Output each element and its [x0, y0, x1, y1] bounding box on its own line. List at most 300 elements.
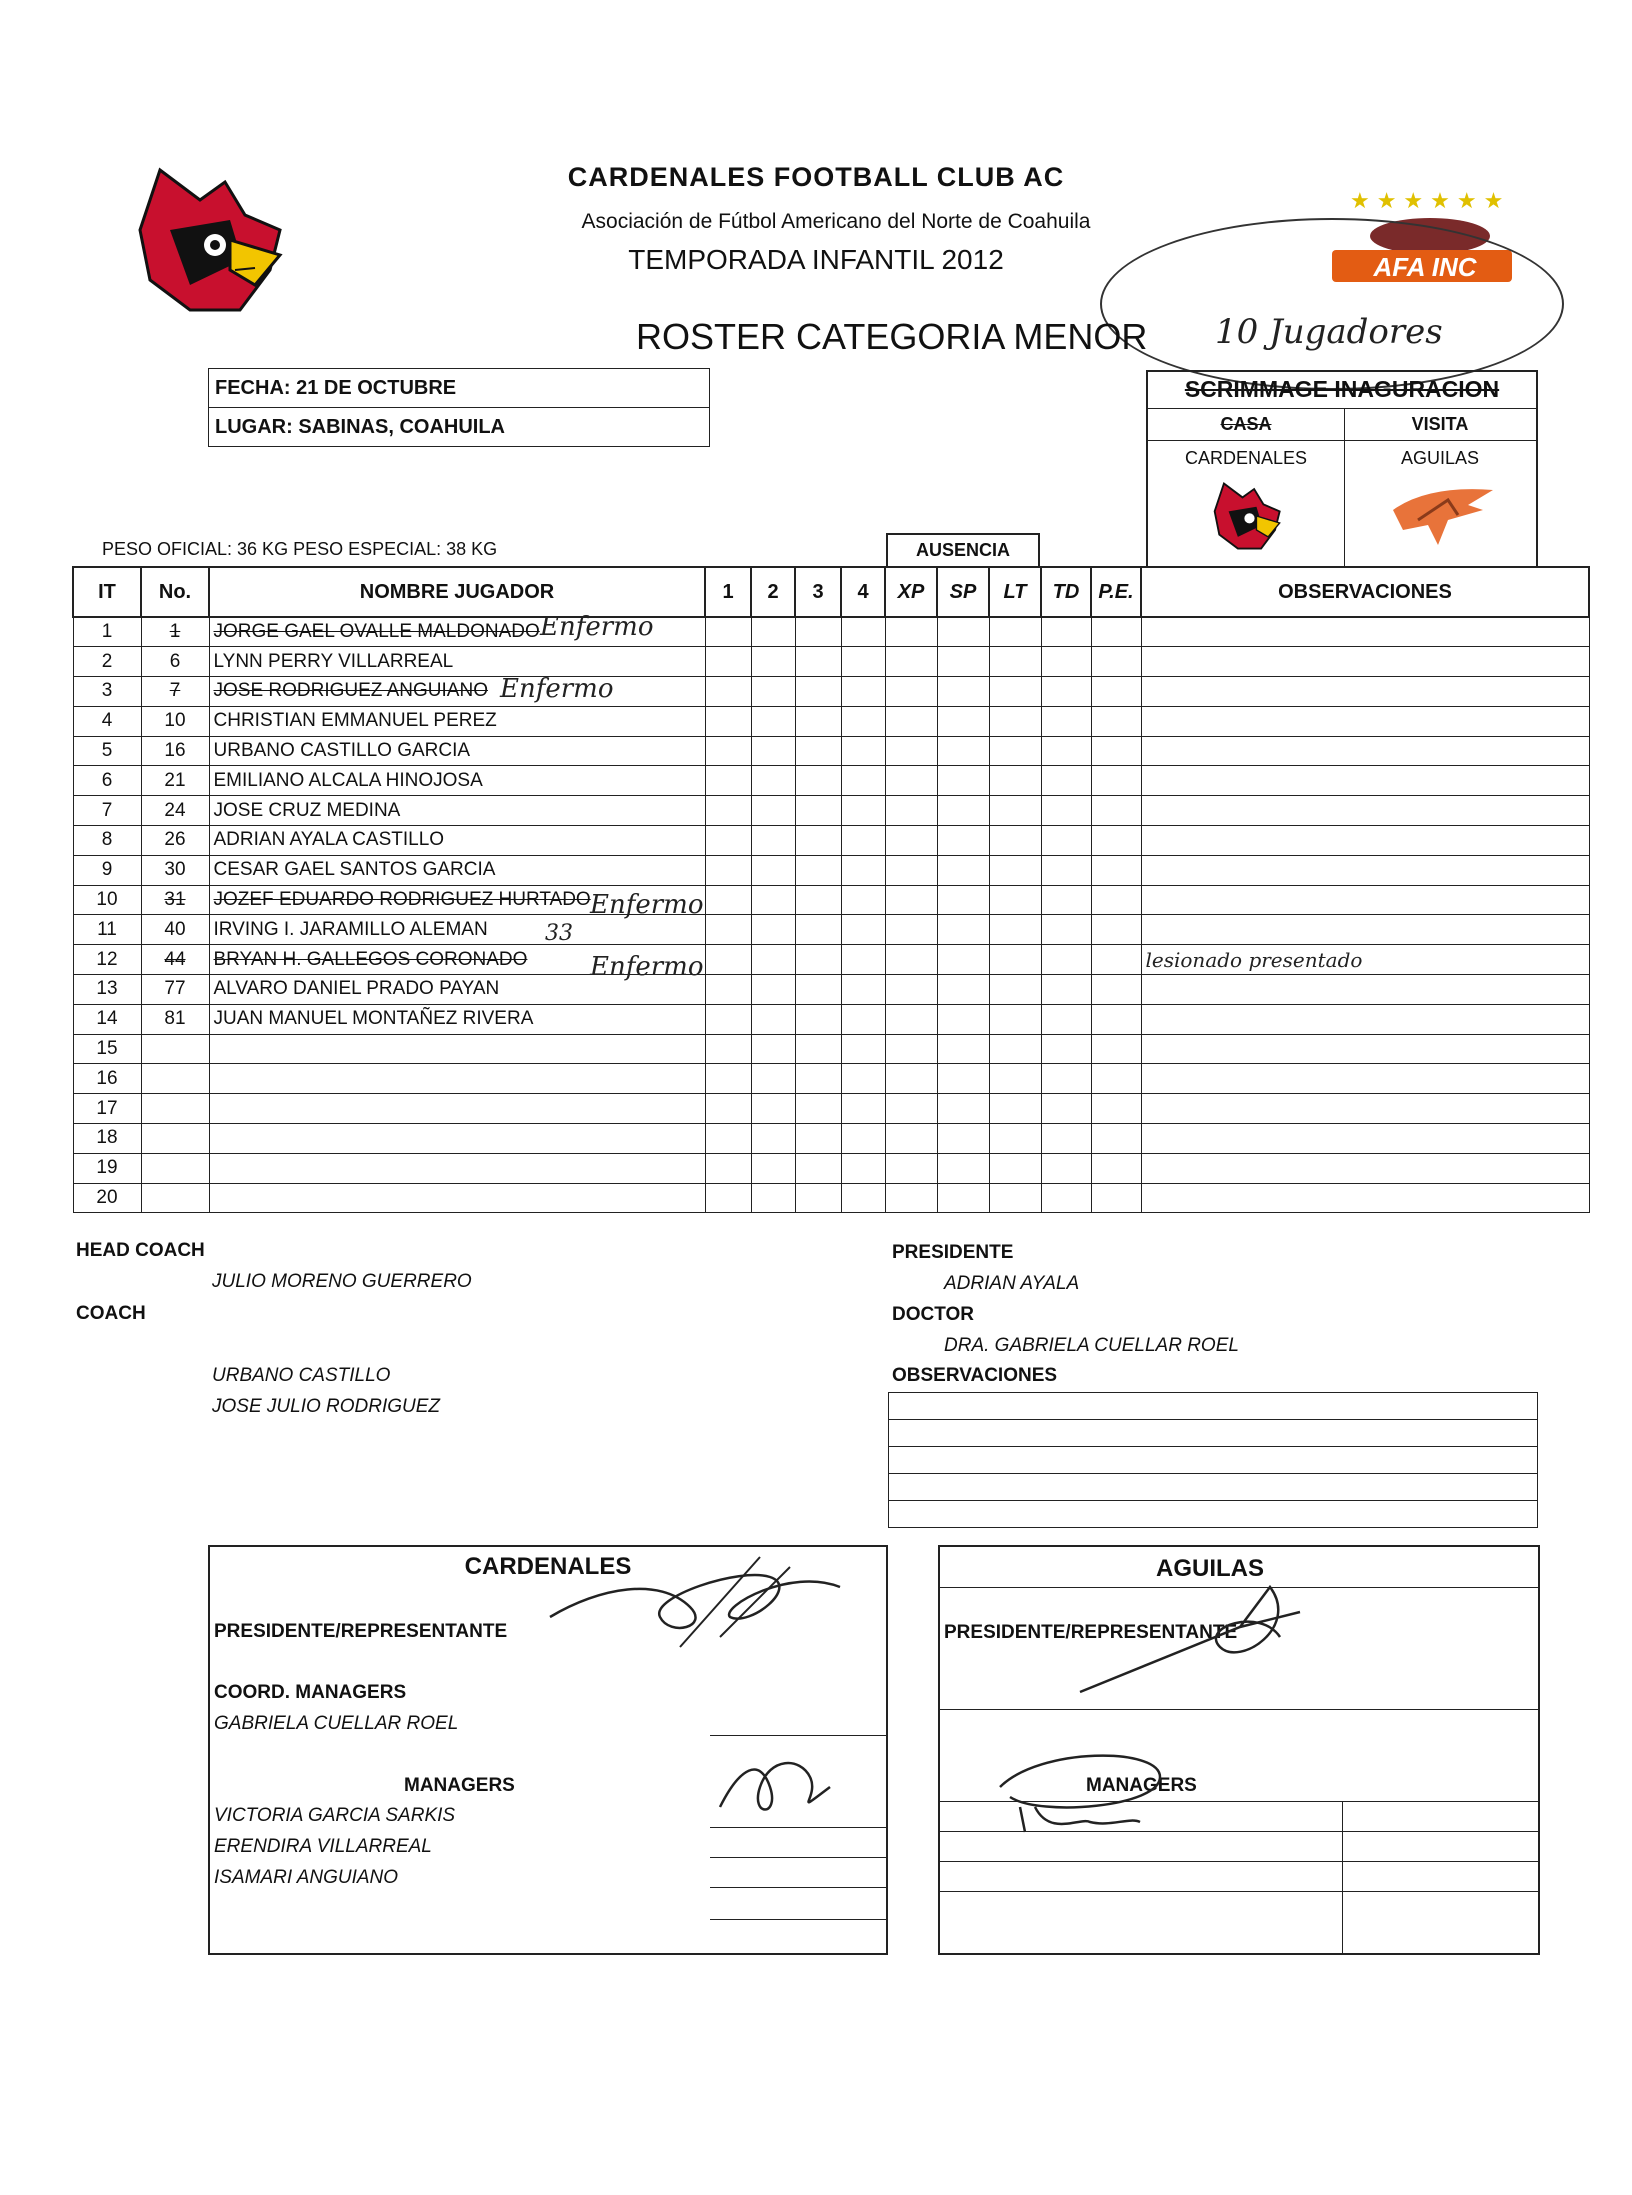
player-name: JOZEF EDUARDO RODRIGUEZ HURTADO — [209, 885, 705, 915]
player-observacion — [1141, 1153, 1589, 1183]
stat-cell — [937, 826, 989, 856]
managers-label: MANAGERS — [404, 1775, 515, 1796]
player-number: 10 — [141, 706, 209, 736]
player-it: 7 — [73, 796, 141, 826]
player-number: 26 — [141, 826, 209, 856]
player-it: 6 — [73, 766, 141, 796]
player-it: 13 — [73, 975, 141, 1005]
stat-cell — [751, 1183, 795, 1213]
handwritten-player-note: Enfermo — [590, 951, 704, 982]
stat-cell — [1041, 1004, 1091, 1034]
head-coach-name: JULIO MORENO GUERRERO — [212, 1271, 472, 1292]
coord-managers-name: GABRIELA CUELLAR ROEL — [214, 1713, 459, 1734]
stat-cell — [989, 826, 1041, 856]
stat-cell — [751, 1153, 795, 1183]
player-observacion — [1141, 1004, 1589, 1034]
away-team-name: AGUILAS — [1400, 448, 1480, 468]
stat-cell — [989, 1183, 1041, 1213]
player-number — [141, 1094, 209, 1124]
aguilas-managers-label: MANAGERS — [1086, 1775, 1197, 1796]
handwritten-player-note: Enfermo — [590, 890, 704, 921]
col-nombre: NOMBRE JUGADOR — [209, 567, 705, 617]
player-number: 81 — [141, 1004, 209, 1034]
stat-cell — [795, 736, 841, 766]
head-coach-label: HEAD COACH — [76, 1240, 205, 1261]
stat-cell — [751, 736, 795, 766]
stat-cell — [937, 1064, 989, 1094]
player-name: IRVING I. JARAMILLO ALEMAN — [209, 915, 705, 945]
stat-cell — [751, 975, 795, 1005]
stat-cell — [705, 826, 751, 856]
cardenales-presidente-label: PRESIDENTE/REPRESENTANTE — [214, 1621, 508, 1642]
stat-cell — [989, 1064, 1041, 1094]
lugar-field: LUGAR: SABINAS, COAHUILA — [209, 408, 710, 447]
stat-cell — [841, 1153, 885, 1183]
stat-cell — [705, 796, 751, 826]
table-row — [73, 617, 1589, 647]
player-observacion — [1141, 915, 1589, 945]
stat-cell — [705, 1124, 751, 1154]
stat-cell — [989, 766, 1041, 796]
stat-cell — [937, 647, 989, 677]
stat-cell — [705, 617, 751, 647]
stat-cell — [937, 1034, 989, 1064]
stat-cell — [1091, 1183, 1141, 1213]
player-it: 8 — [73, 826, 141, 856]
stat-cell — [841, 1004, 885, 1034]
stat-cell — [989, 1124, 1041, 1154]
season-title: TEMPORADA INFANTIL 2012 — [628, 244, 1004, 275]
col-it: IT — [73, 567, 141, 617]
aguilas-title: AGUILAS — [1156, 1555, 1264, 1582]
stat-cell — [795, 677, 841, 707]
coach-label: COACH — [76, 1303, 146, 1324]
stat-cell — [989, 945, 1041, 975]
stat-cell — [705, 766, 751, 796]
cardenales-title: CARDENALES — [464, 1553, 632, 1580]
player-name: EMILIANO ALCALA HINOJOSA — [209, 766, 705, 796]
player-name — [209, 1094, 705, 1124]
player-it: 10 — [73, 885, 141, 915]
stat-cell — [1091, 1094, 1141, 1124]
stat-cell — [1091, 736, 1141, 766]
stat-cell — [751, 1004, 795, 1034]
stat-cell — [1091, 945, 1141, 975]
eagle-icon — [1388, 480, 1498, 550]
roster-title: ROSTER CATEGORIA MENOR — [636, 316, 1148, 357]
stat-cell — [795, 826, 841, 856]
stat-cell — [795, 885, 841, 915]
stat-cell — [937, 915, 989, 945]
table-row — [73, 1004, 1589, 1034]
stat-cell — [751, 915, 795, 945]
player-number — [141, 1183, 209, 1213]
stat-cell — [1091, 796, 1141, 826]
stat-cell — [989, 736, 1041, 766]
stat-cell — [795, 1094, 841, 1124]
stat-cell — [705, 915, 751, 945]
stat-cell — [751, 796, 795, 826]
stat-cell — [751, 617, 795, 647]
player-it: 19 — [73, 1153, 141, 1183]
table-row — [73, 855, 1589, 885]
presidente-signature — [540, 1547, 860, 1657]
stat-cell — [1091, 677, 1141, 707]
player-observacion — [1141, 975, 1589, 1005]
stat-cell — [841, 945, 885, 975]
stat-cell — [885, 1064, 937, 1094]
handwritten-player-note: Enfermo — [540, 612, 654, 642]
col-td: TD — [1041, 567, 1091, 617]
stat-cell — [1091, 706, 1141, 736]
stat-cell — [885, 706, 937, 736]
stat-cell — [751, 647, 795, 677]
stat-cell — [989, 915, 1041, 945]
col-xp: XP — [885, 567, 937, 617]
stat-cell — [705, 1034, 751, 1064]
stat-cell — [751, 826, 795, 856]
stat-cell — [1091, 915, 1141, 945]
stat-cell — [795, 1183, 841, 1213]
player-number: 16 — [141, 736, 209, 766]
ausencia-label: AUSENCIA — [886, 533, 1040, 567]
table-row — [73, 945, 1589, 975]
player-name: JOSE CRUZ MEDINA — [209, 796, 705, 826]
stat-cell — [751, 1034, 795, 1064]
stat-cell — [937, 1094, 989, 1124]
aguilas-manager-signature — [980, 1747, 1180, 1837]
stat-cell — [1041, 706, 1091, 736]
stat-cell — [795, 1153, 841, 1183]
player-name: ADRIAN AYALA CASTILLO — [209, 826, 705, 856]
stat-cell — [1091, 647, 1141, 677]
stat-cell — [795, 975, 841, 1005]
stat-cell — [751, 1094, 795, 1124]
player-number — [141, 1153, 209, 1183]
home-team-name: CARDENALES — [1184, 448, 1308, 468]
roster-header-row — [73, 567, 1589, 617]
player-observacion — [1141, 736, 1589, 766]
stat-cell — [1091, 826, 1141, 856]
stat-cell — [885, 945, 937, 975]
table-row — [73, 975, 1589, 1005]
stat-cell — [1041, 617, 1091, 647]
observaciones-box — [888, 1392, 1538, 1528]
stat-cell — [937, 1004, 989, 1034]
manager-name-1: VICTORIA GARCIA SARKIS — [214, 1805, 456, 1826]
player-observacion — [1141, 1094, 1589, 1124]
stat-cell — [1091, 1004, 1141, 1034]
player-it: 20 — [73, 1183, 141, 1213]
col-q3: 3 — [795, 567, 841, 617]
stat-cell — [841, 1034, 885, 1064]
player-number: 7 — [141, 677, 209, 707]
stat-cell — [937, 1183, 989, 1213]
col-observaciones: OBSERVACIONES — [1141, 567, 1589, 617]
stat-cell — [1041, 766, 1091, 796]
presidente-name: ADRIAN AYALA — [944, 1273, 1080, 1294]
stat-cell — [1041, 915, 1091, 945]
player-number: 30 — [141, 855, 209, 885]
stat-cell — [937, 885, 989, 915]
manager-signature — [710, 1747, 840, 1827]
col-sp: SP — [937, 567, 989, 617]
roster-table — [72, 566, 1590, 1213]
stat-cell — [1041, 1153, 1091, 1183]
stat-cell — [937, 1124, 989, 1154]
player-name: CESAR GAEL SANTOS GARCIA — [209, 855, 705, 885]
stat-cell — [1041, 1183, 1091, 1213]
stat-cell — [795, 915, 841, 945]
stat-cell — [937, 766, 989, 796]
player-name — [209, 1124, 705, 1154]
manager-name-2: ERENDIRA VILLARREAL — [214, 1836, 432, 1857]
player-observacion — [1141, 1124, 1589, 1154]
coach-name-2: JOSE JULIO RODRIGUEZ — [212, 1396, 441, 1417]
player-number: 24 — [141, 796, 209, 826]
stat-cell — [841, 736, 885, 766]
player-it: 17 — [73, 1094, 141, 1124]
table-row — [73, 766, 1589, 796]
player-name: LYNN PERRY VILLARREAL — [209, 647, 705, 677]
aguilas-presidente-label: PRESIDENTE/REPRESENTANTE — [944, 1622, 1238, 1643]
stat-cell — [705, 1094, 751, 1124]
stat-cell — [841, 617, 885, 647]
table-row — [73, 647, 1589, 677]
player-number — [141, 1034, 209, 1064]
stat-cell — [795, 1004, 841, 1034]
player-observacion: lesionado presentado — [1141, 945, 1589, 975]
stat-cell — [885, 1004, 937, 1034]
table-row — [73, 826, 1589, 856]
stat-cell — [795, 647, 841, 677]
stat-cell — [1041, 677, 1091, 707]
player-number: 77 — [141, 975, 209, 1005]
stat-cell — [885, 736, 937, 766]
stat-cell — [885, 885, 937, 915]
stat-cell — [937, 677, 989, 707]
stat-cell — [1041, 1124, 1091, 1154]
stat-cell — [937, 796, 989, 826]
stat-cell — [989, 975, 1041, 1005]
table-row — [73, 796, 1589, 826]
stat-cell — [885, 766, 937, 796]
stat-cell — [751, 1124, 795, 1154]
stat-cell — [1091, 855, 1141, 885]
stat-cell — [885, 1124, 937, 1154]
player-observacion — [1141, 706, 1589, 736]
table-row — [73, 885, 1589, 915]
player-name — [209, 1034, 705, 1064]
stat-cell — [989, 885, 1041, 915]
stat-cell — [795, 766, 841, 796]
stat-cell — [795, 1064, 841, 1094]
player-observacion — [1141, 855, 1589, 885]
casa-label: CASA — [1220, 414, 1272, 434]
table-row — [73, 736, 1589, 766]
table-row — [73, 1094, 1589, 1124]
stat-cell — [841, 855, 885, 885]
stat-cell — [841, 975, 885, 1005]
handwritten-player-count: 10 Jugadores — [1215, 312, 1443, 352]
table-row — [73, 1064, 1589, 1094]
stat-cell — [795, 617, 841, 647]
stat-cell — [751, 885, 795, 915]
player-observacion — [1141, 1034, 1589, 1064]
stat-cell — [885, 617, 937, 647]
handwritten-player-note: Enfermo — [500, 673, 614, 704]
player-it: 14 — [73, 1004, 141, 1034]
stat-cell — [705, 1004, 751, 1034]
player-name: CHRISTIAN EMMANUEL PEREZ — [209, 706, 705, 736]
manager-name-3: ISAMARI ANGUIANO — [214, 1867, 399, 1888]
match-box — [1146, 370, 1538, 568]
player-number — [141, 1064, 209, 1094]
col-lt: LT — [989, 567, 1041, 617]
stat-cell — [841, 796, 885, 826]
association-name: Asociación de Fútbol Americano del Norte de Coahuila — [581, 210, 1091, 233]
stat-cell — [1041, 1064, 1091, 1094]
stat-cell — [1091, 617, 1141, 647]
stat-cell — [989, 1153, 1041, 1183]
player-number: 1 — [141, 617, 209, 647]
stat-cell — [751, 945, 795, 975]
player-name: JOSE RODRIGUEZ ANGUIANO — [209, 677, 705, 707]
club-name: CARDENALES FOOTBALL CLUB AC — [567, 162, 1065, 192]
stat-cell — [1041, 855, 1091, 885]
stat-cell — [989, 706, 1041, 736]
stat-cell — [937, 1153, 989, 1183]
stat-cell — [885, 1094, 937, 1124]
player-it: 12 — [73, 945, 141, 975]
visita-label: VISITA — [1411, 414, 1469, 434]
col-no: No. — [141, 567, 209, 617]
afa-logo-text: AFA INC — [1373, 252, 1477, 282]
stat-cell — [705, 677, 751, 707]
doctor-label: DOCTOR — [892, 1304, 974, 1325]
table-row — [73, 1153, 1589, 1183]
stat-cell — [885, 1034, 937, 1064]
stat-cell — [751, 1064, 795, 1094]
player-name — [209, 1064, 705, 1094]
player-it: 2 — [73, 647, 141, 677]
stat-cell — [841, 1124, 885, 1154]
player-number: 31 — [141, 885, 209, 915]
stat-cell — [841, 1064, 885, 1094]
player-number: 40 — [141, 915, 209, 945]
col-q1: 1 — [705, 567, 751, 617]
player-it: 15 — [73, 1034, 141, 1064]
stat-cell — [989, 647, 1041, 677]
stat-cell — [885, 647, 937, 677]
stat-cell — [885, 915, 937, 945]
player-it: 16 — [73, 1064, 141, 1094]
stat-cell — [841, 1094, 885, 1124]
col-pe: P.E. — [1091, 567, 1141, 617]
stat-cell — [795, 1124, 841, 1154]
stat-cell — [841, 826, 885, 856]
stat-cell — [705, 855, 751, 885]
stat-cell — [937, 945, 989, 975]
stat-cell — [885, 855, 937, 885]
stat-cell — [989, 1004, 1041, 1034]
stat-cell — [1091, 1064, 1141, 1094]
event-info-table — [208, 368, 710, 447]
player-it: 18 — [73, 1124, 141, 1154]
stat-cell — [1041, 736, 1091, 766]
player-observacion — [1141, 826, 1589, 856]
stat-cell — [795, 855, 841, 885]
stat-cell — [1041, 975, 1091, 1005]
stat-cell — [751, 855, 795, 885]
stat-cell — [1041, 796, 1091, 826]
stat-cell — [705, 1183, 751, 1213]
doctor-name: DRA. GABRIELA CUELLAR ROEL — [944, 1335, 1239, 1356]
coach-name-1: URBANO CASTILLO — [212, 1365, 391, 1386]
player-number — [141, 1124, 209, 1154]
coord-managers-label: COORD. MANAGERS — [214, 1682, 407, 1703]
handwritten-player-note: 33 — [545, 921, 573, 946]
cardinal-small-icon — [1210, 476, 1282, 556]
stat-cell — [1091, 1034, 1141, 1064]
stat-cell — [1041, 647, 1091, 677]
stat-cell — [751, 706, 795, 736]
player-name: URBANO CASTILLO GARCIA — [209, 736, 705, 766]
player-observacion — [1141, 885, 1589, 915]
stat-cell — [1041, 885, 1091, 915]
player-name — [209, 1183, 705, 1213]
player-it: 4 — [73, 706, 141, 736]
player-name: JORGE GAEL OVALLE MALDONADO — [209, 617, 705, 647]
stat-cell — [1091, 885, 1141, 915]
fecha-field: FECHA: 21 DE OCTUBRE — [209, 369, 710, 408]
player-number: 44 — [141, 945, 209, 975]
match-type: SCRIMMAGE INAGURACION — [1184, 376, 1500, 402]
stat-cell — [705, 975, 751, 1005]
player-number: 6 — [141, 647, 209, 677]
stat-cell — [885, 796, 937, 826]
player-it: 11 — [73, 915, 141, 945]
stat-cell — [989, 855, 1041, 885]
weights-label: PESO OFICIAL: 36 KG PESO ESPECIAL: 38 KG — [102, 539, 498, 559]
stat-cell — [885, 677, 937, 707]
table-row — [73, 1183, 1589, 1213]
player-observacion — [1141, 1064, 1589, 1094]
player-observacion — [1141, 766, 1589, 796]
stat-cell — [751, 766, 795, 796]
player-name: ALVARO DANIEL PRADO PAYAN — [209, 975, 705, 1005]
stat-cell — [937, 855, 989, 885]
stat-cell — [1041, 945, 1091, 975]
cardenales-signature-box — [208, 1545, 888, 1955]
stat-cell — [885, 826, 937, 856]
table-row — [73, 677, 1589, 707]
stat-cell — [705, 945, 751, 975]
stat-cell — [795, 796, 841, 826]
stat-cell — [1091, 975, 1141, 1005]
stat-cell — [705, 1064, 751, 1094]
stat-cell — [705, 706, 751, 736]
stat-cell — [705, 1153, 751, 1183]
stat-cell — [937, 617, 989, 647]
stat-cell — [795, 945, 841, 975]
player-observacion — [1141, 617, 1589, 647]
player-number: 21 — [141, 766, 209, 796]
observaciones-label: OBSERVACIONES — [892, 1365, 1058, 1386]
player-observacion — [1141, 677, 1589, 707]
stat-cell — [989, 1034, 1041, 1064]
player-name: BRYAN H. GALLEGOS CORONADO — [209, 945, 705, 975]
